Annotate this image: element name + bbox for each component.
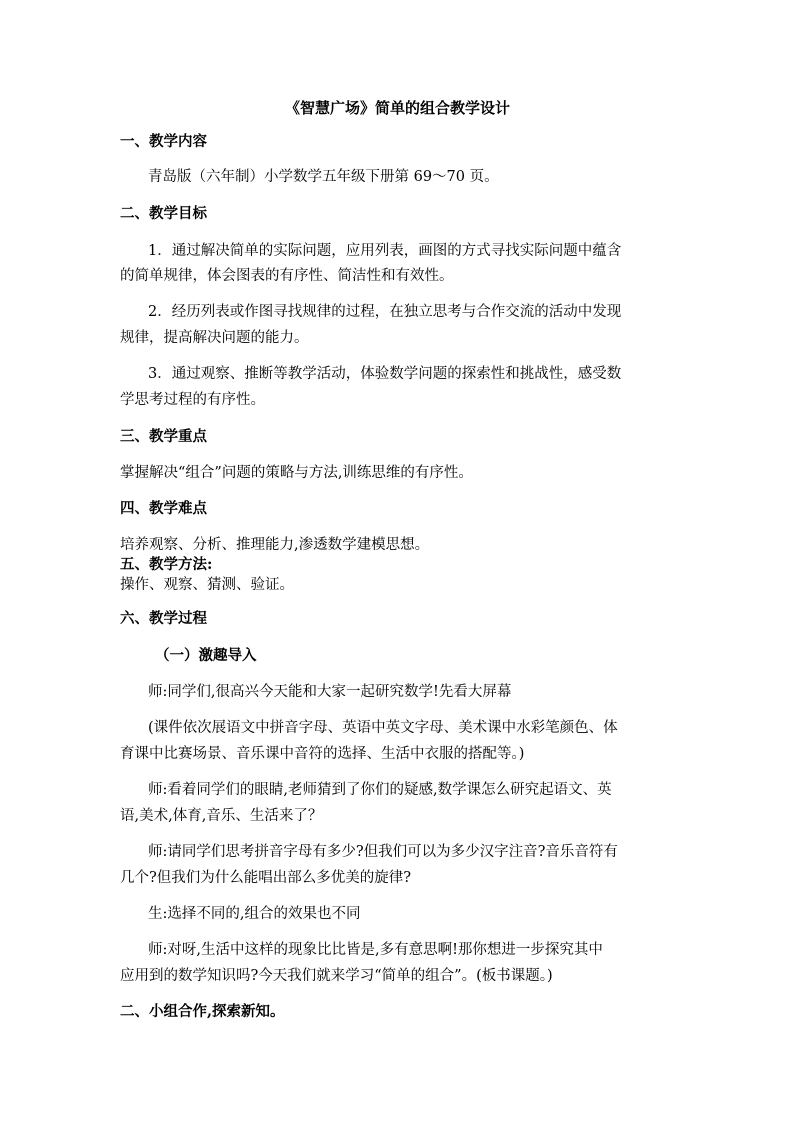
paragraph-teacher-2-line-1: 师:看着同学们的眼睛,老师猜到了你们的疑感,数学课怎么研究起语文、英 (148, 782, 612, 798)
difficulties-text: 培养观察、分析、推理能力,渗透数学建模思想。 (120, 537, 430, 553)
paragraph-courseware-line-1: (课件依次展语文中拼音字母、英语中英文字母、美术课中水彩笔颜色、体 (148, 720, 618, 736)
paragraph-teacher-3-line-1: 师:请同学们思考拼音字母有多少?但我们可以为多少汉字注音?音乐音符有 (148, 844, 618, 860)
subsection-heading-intro: （一）激趣导入 (155, 647, 257, 664)
section-heading-difficulties: 四、教学难点 (120, 500, 207, 517)
paragraph-teacher-4-line-1: 师:对呀,生活中这样的现象比比皆是,多有意思啊!那你想进一步探究其中 (148, 942, 603, 958)
content-text: 青岛版（六年制）小学数学五年级下册第 69～70 页。 (148, 169, 499, 185)
paragraph-student-1: 生:选择不同的,组合的效果也不同 (148, 906, 361, 922)
goal-2-line-1: 2．经历列表或作图寻找规律的过程，在独立思考与合作交流的活动中发现 (148, 304, 622, 320)
section-heading-process: 六、教学过程 (120, 610, 207, 627)
section-heading-group-work: 二、小组合作,探索新知。 (120, 1003, 285, 1020)
methods-text: 操作、观察、猜测、验证。 (120, 577, 294, 593)
document-title: 《智慧广场》简单的组合教学设计 (284, 99, 510, 117)
paragraph-teacher-2-line-2: 语,美术,体育,音乐、生活来了？ (120, 808, 323, 824)
goal-3-line-2: 学思考过程的有序性。 (120, 392, 265, 408)
paragraph-teacher-1: 师:同学们,很高兴今天能和大家一起研究数学!先看大屏幕 (148, 684, 512, 700)
section-heading-methods: 五、教学方法: (120, 556, 213, 573)
goal-3-line-1: 3．通过观察、推断等教学活动，体验数学问题的探索性和挑战性，感受数 (148, 366, 622, 382)
key-points-text: 掌握解决“组合”问题的策略与方法,训练思维的有序性。 (120, 465, 473, 481)
paragraph-teacher-3-line-2: 几个?但我们为什么能唱出部么多优美的旋律? (120, 870, 412, 886)
paragraph-courseware-line-2: 育课中比赛场景、音乐课中音符的选择、生活中衣服的搭配等。) (120, 746, 525, 762)
section-heading-goals: 二、教学目标 (120, 205, 207, 222)
goal-1-line-2: 的简单规律，体会图表的有序性、简洁性和有效性。 (120, 268, 454, 284)
goal-1-line-1: 1．通过解决简单的实际问题，应用列表，画图的方式寻找实际问题中蕴含 (148, 243, 622, 259)
section-heading-content: 一、教学内容 (120, 133, 207, 150)
paragraph-teacher-4-line-2: 应用到的数学知识吗?今天我们就来学习“简单的组合”。(板书课题。) (120, 968, 553, 984)
section-heading-key-points: 三、教学重点 (120, 428, 207, 445)
goal-2-line-2: 规律，提高解决问题的能力。 (120, 330, 309, 346)
